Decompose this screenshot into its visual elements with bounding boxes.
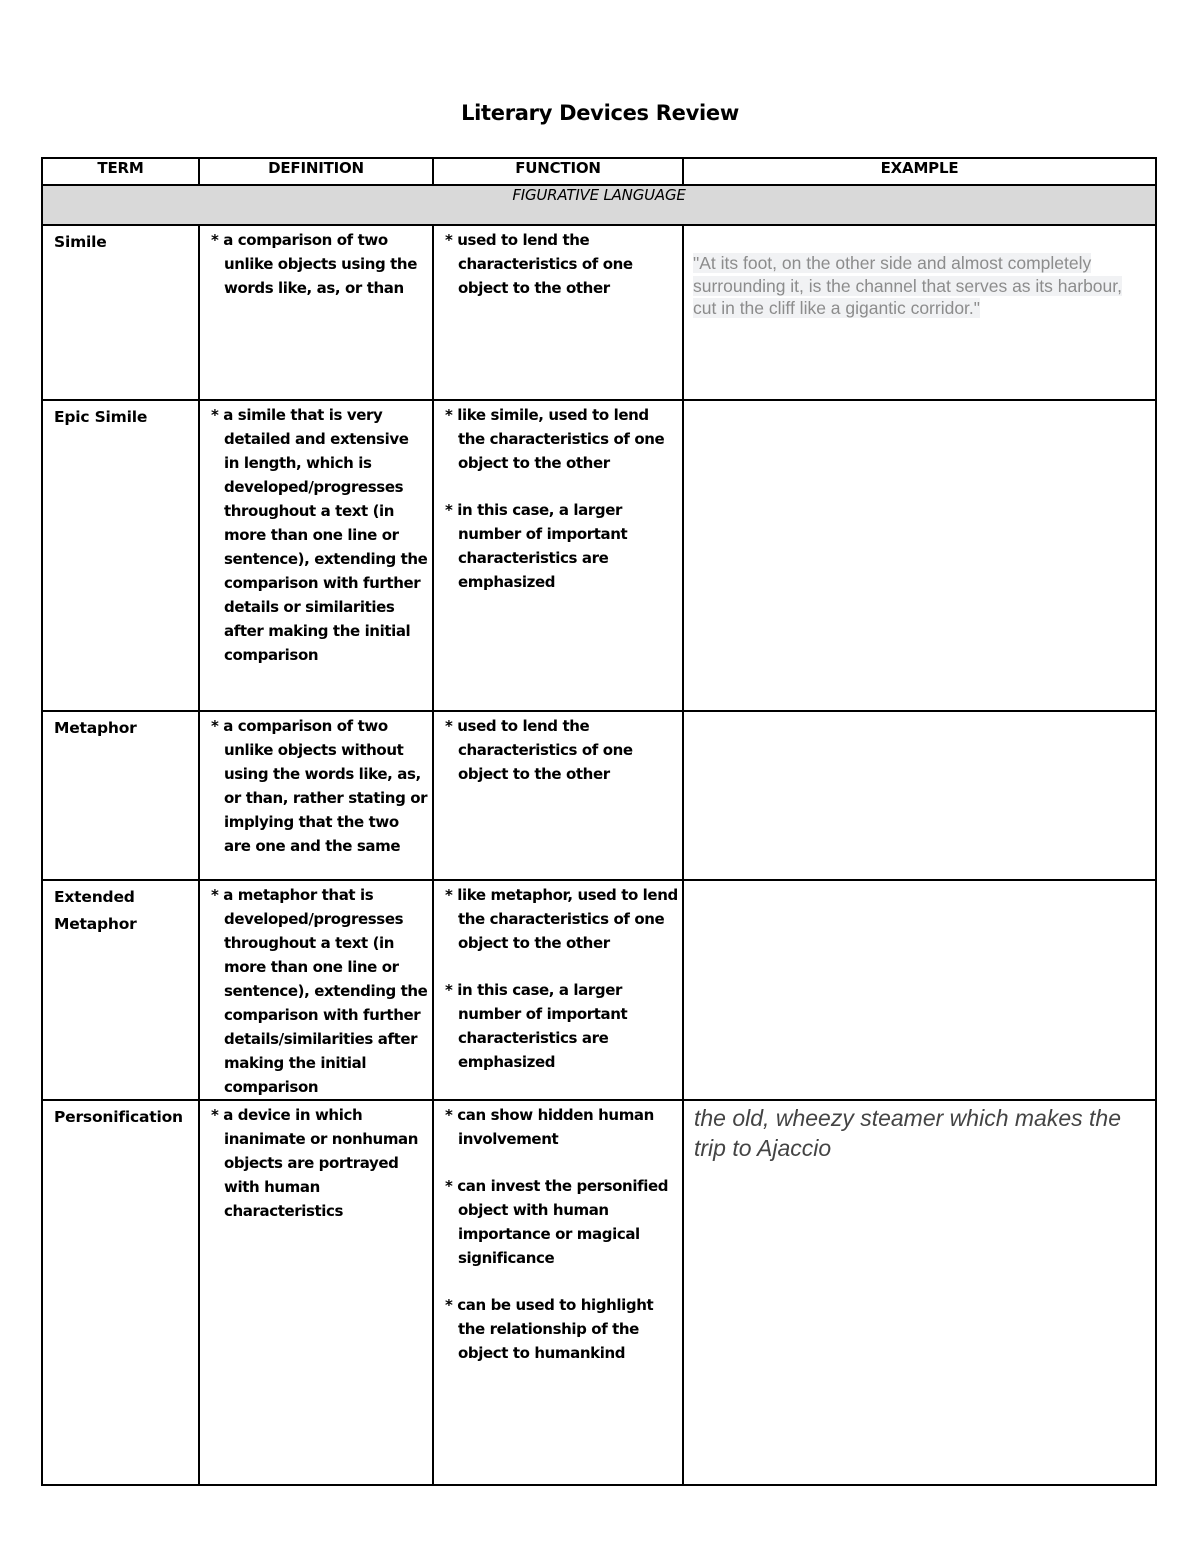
function-cell	[433, 880, 683, 1100]
function-text: * like simile, used to lend the characteristics of one object to the other	[445, 406, 665, 472]
function-text: * can show hidden human involvement	[445, 1106, 654, 1148]
function-text: * used to lend the characteristics of one object to the other	[445, 231, 633, 297]
example-text: "At its foot, on the other side and almost completely surrounding it, is the channel that serves as its harbour, cut in the cliff like a gigantic corridor."	[693, 253, 1122, 318]
example-cell	[683, 880, 1156, 1100]
definition-text: * a comparison of two unlike objects using the words like, as, or than	[211, 231, 417, 297]
function-cell	[433, 711, 683, 880]
header-function: FUNCTION	[433, 158, 683, 185]
term-cell: Extended Metaphor	[42, 880, 199, 1100]
table-row	[42, 1100, 1156, 1485]
function-cell	[433, 225, 683, 400]
function-text: * in this case, a larger number of important characteristics are emphasized	[445, 501, 628, 591]
example-cell	[683, 1100, 1156, 1485]
example-cell	[683, 225, 1156, 400]
term-cell: Metaphor	[42, 711, 199, 880]
definition-text: * a device in which inanimate or nonhuman objects are portrayed with human characteristics	[211, 1106, 419, 1220]
function-cell	[433, 1100, 683, 1485]
example-text: the old, wheezy steamer which makes the trip to Ajaccio	[694, 1105, 1121, 1161]
table-row	[42, 225, 1156, 400]
header-term: TERM	[42, 158, 199, 185]
definition-text: * a comparison of two unlike objects without using the words like, as, or than, rather stating or implying that the two are one and the same	[211, 717, 428, 855]
table-row	[42, 400, 1156, 711]
table-row	[42, 880, 1156, 1100]
page-title: Literary Devices Review	[461, 101, 739, 125]
term-cell: Epic Simile	[42, 400, 199, 711]
literary-devices-table	[41, 157, 1157, 1486]
definition-cell	[199, 1100, 433, 1485]
function-text: * in this case, a larger number of important characteristics are emphasized	[445, 981, 628, 1071]
function-text: * can be used to highlight the relationship of the object to humankind	[445, 1296, 654, 1362]
function-text: * used to lend the characteristics of one object to the other	[445, 717, 633, 783]
function-text: * can invest the personified object with human importance or magical significance	[445, 1177, 669, 1267]
table-row	[42, 711, 1156, 880]
function-text: * like metaphor, used to lend the characteristics of one object to the other	[445, 886, 678, 952]
term-cell: Personification	[42, 1100, 199, 1485]
header-definition: DEFINITION	[199, 158, 433, 185]
header-example: EXAMPLE	[683, 158, 1156, 185]
definition-text: * a metaphor that is developed/progresses throughout a text (in more than one line or sentence), extending the comparison with further details/similarities after making the initial comparison	[211, 886, 428, 1096]
definition-cell	[199, 400, 433, 711]
section-row	[42, 185, 1156, 225]
function-cell	[433, 400, 683, 711]
definition-cell	[199, 880, 433, 1100]
example-cell	[683, 711, 1156, 880]
definition-cell	[199, 711, 433, 880]
example-cell	[683, 400, 1156, 711]
term-cell: Simile	[42, 225, 199, 400]
section-title: FIGURATIVE LANGUAGE	[42, 185, 1156, 225]
definition-text: * a simile that is very detailed and extensive in length, which is developed/progresses throughout a text (in more than one line or sentence), extending the comparison with further details or similarities after making the initial comparison	[211, 406, 428, 664]
header-row	[42, 158, 1156, 185]
definition-cell	[199, 225, 433, 400]
